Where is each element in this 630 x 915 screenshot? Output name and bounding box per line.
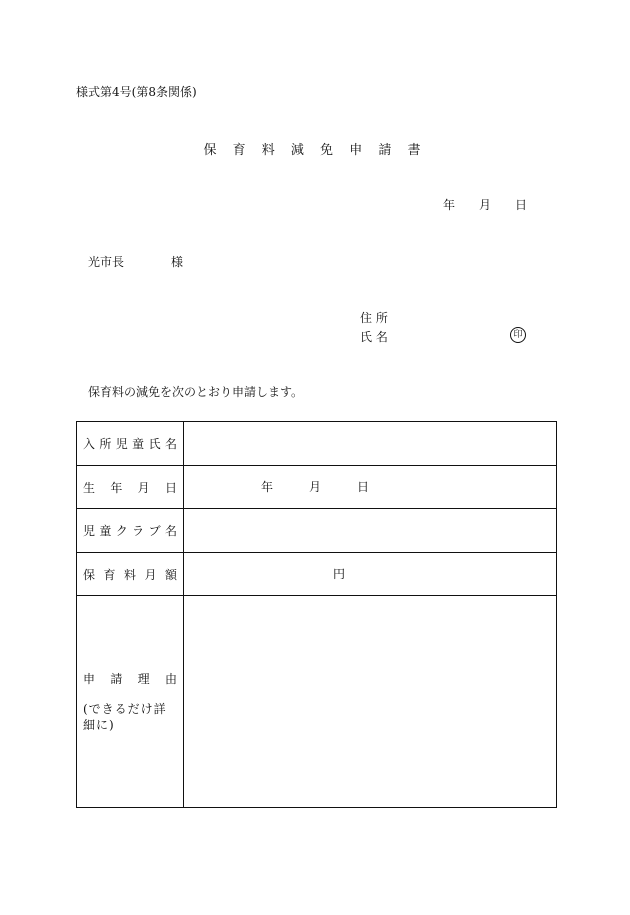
table-row-monthly-fee [77, 553, 557, 596]
label-char: 理 [137, 671, 150, 686]
addressee-name: 光市長 [88, 255, 125, 269]
label-char: 児 [83, 524, 96, 538]
label-child-name [77, 422, 184, 466]
label-char: 料 [123, 567, 136, 582]
birthdate-field[interactable] [184, 466, 557, 509]
birth-year-label: 年 [261, 480, 274, 494]
date-day-label: 日 [515, 198, 528, 212]
label-char: 月 [144, 567, 157, 582]
address-label: 住 所 [360, 311, 388, 325]
label-char: 月 [137, 480, 150, 495]
label-char: 年 [110, 480, 123, 495]
label-char: 生 [83, 480, 96, 495]
table-row-birthdate [77, 466, 557, 509]
table-row-child-name [77, 422, 557, 466]
label-char: 由 [164, 671, 177, 686]
name-label: 氏 名 [360, 330, 388, 344]
birth-month-label: 月 [309, 480, 322, 494]
label-club-name [77, 509, 184, 553]
seal-mark: 印 [510, 327, 526, 343]
label-char: 額 [164, 567, 177, 582]
label-char: ブ [148, 524, 161, 538]
table-row-reason [77, 596, 557, 808]
label-char: 育 [103, 567, 116, 582]
document-title: 保 育 料 減 免 申 請 書 [203, 143, 427, 158]
monthly-fee-field[interactable] [184, 553, 557, 596]
date-year-label: 年 [443, 198, 456, 212]
label-monthly-fee [77, 553, 184, 596]
label-char: 児 [115, 437, 128, 451]
label-char: 氏 [148, 437, 161, 451]
label-char: 申 [83, 671, 96, 686]
label-birthdate [77, 466, 184, 509]
yen-unit-label: 円 [333, 567, 346, 581]
label-char: 童 [132, 437, 145, 451]
label-char: ク [115, 524, 128, 538]
label-char: 童 [99, 524, 112, 538]
label-char: 請 [110, 671, 123, 686]
reason-note: (できるだけ詳細に) [83, 701, 167, 732]
label-char: 保 [83, 567, 96, 582]
intro-text: 保育料の減免を次のとおり申請します。 [88, 385, 304, 399]
birth-day-label: 日 [357, 480, 370, 494]
application-form-table [76, 421, 557, 808]
label-char: 日 [164, 480, 177, 495]
label-char: 名 [164, 437, 177, 451]
reason-field[interactable] [184, 596, 557, 808]
table-row-club-name [77, 509, 557, 553]
addressee-honorific: 様 [171, 255, 184, 269]
label-char: ラ [132, 524, 145, 538]
club-name-field[interactable] [184, 509, 557, 553]
label-reason [77, 596, 184, 808]
label-char: 所 [99, 437, 112, 451]
date-month-label: 月 [479, 198, 492, 212]
form-number: 様式第4号(第8条関係) [76, 85, 197, 99]
child-name-field[interactable] [184, 422, 557, 466]
label-char: 入 [83, 437, 96, 451]
label-char: 名 [164, 524, 177, 538]
